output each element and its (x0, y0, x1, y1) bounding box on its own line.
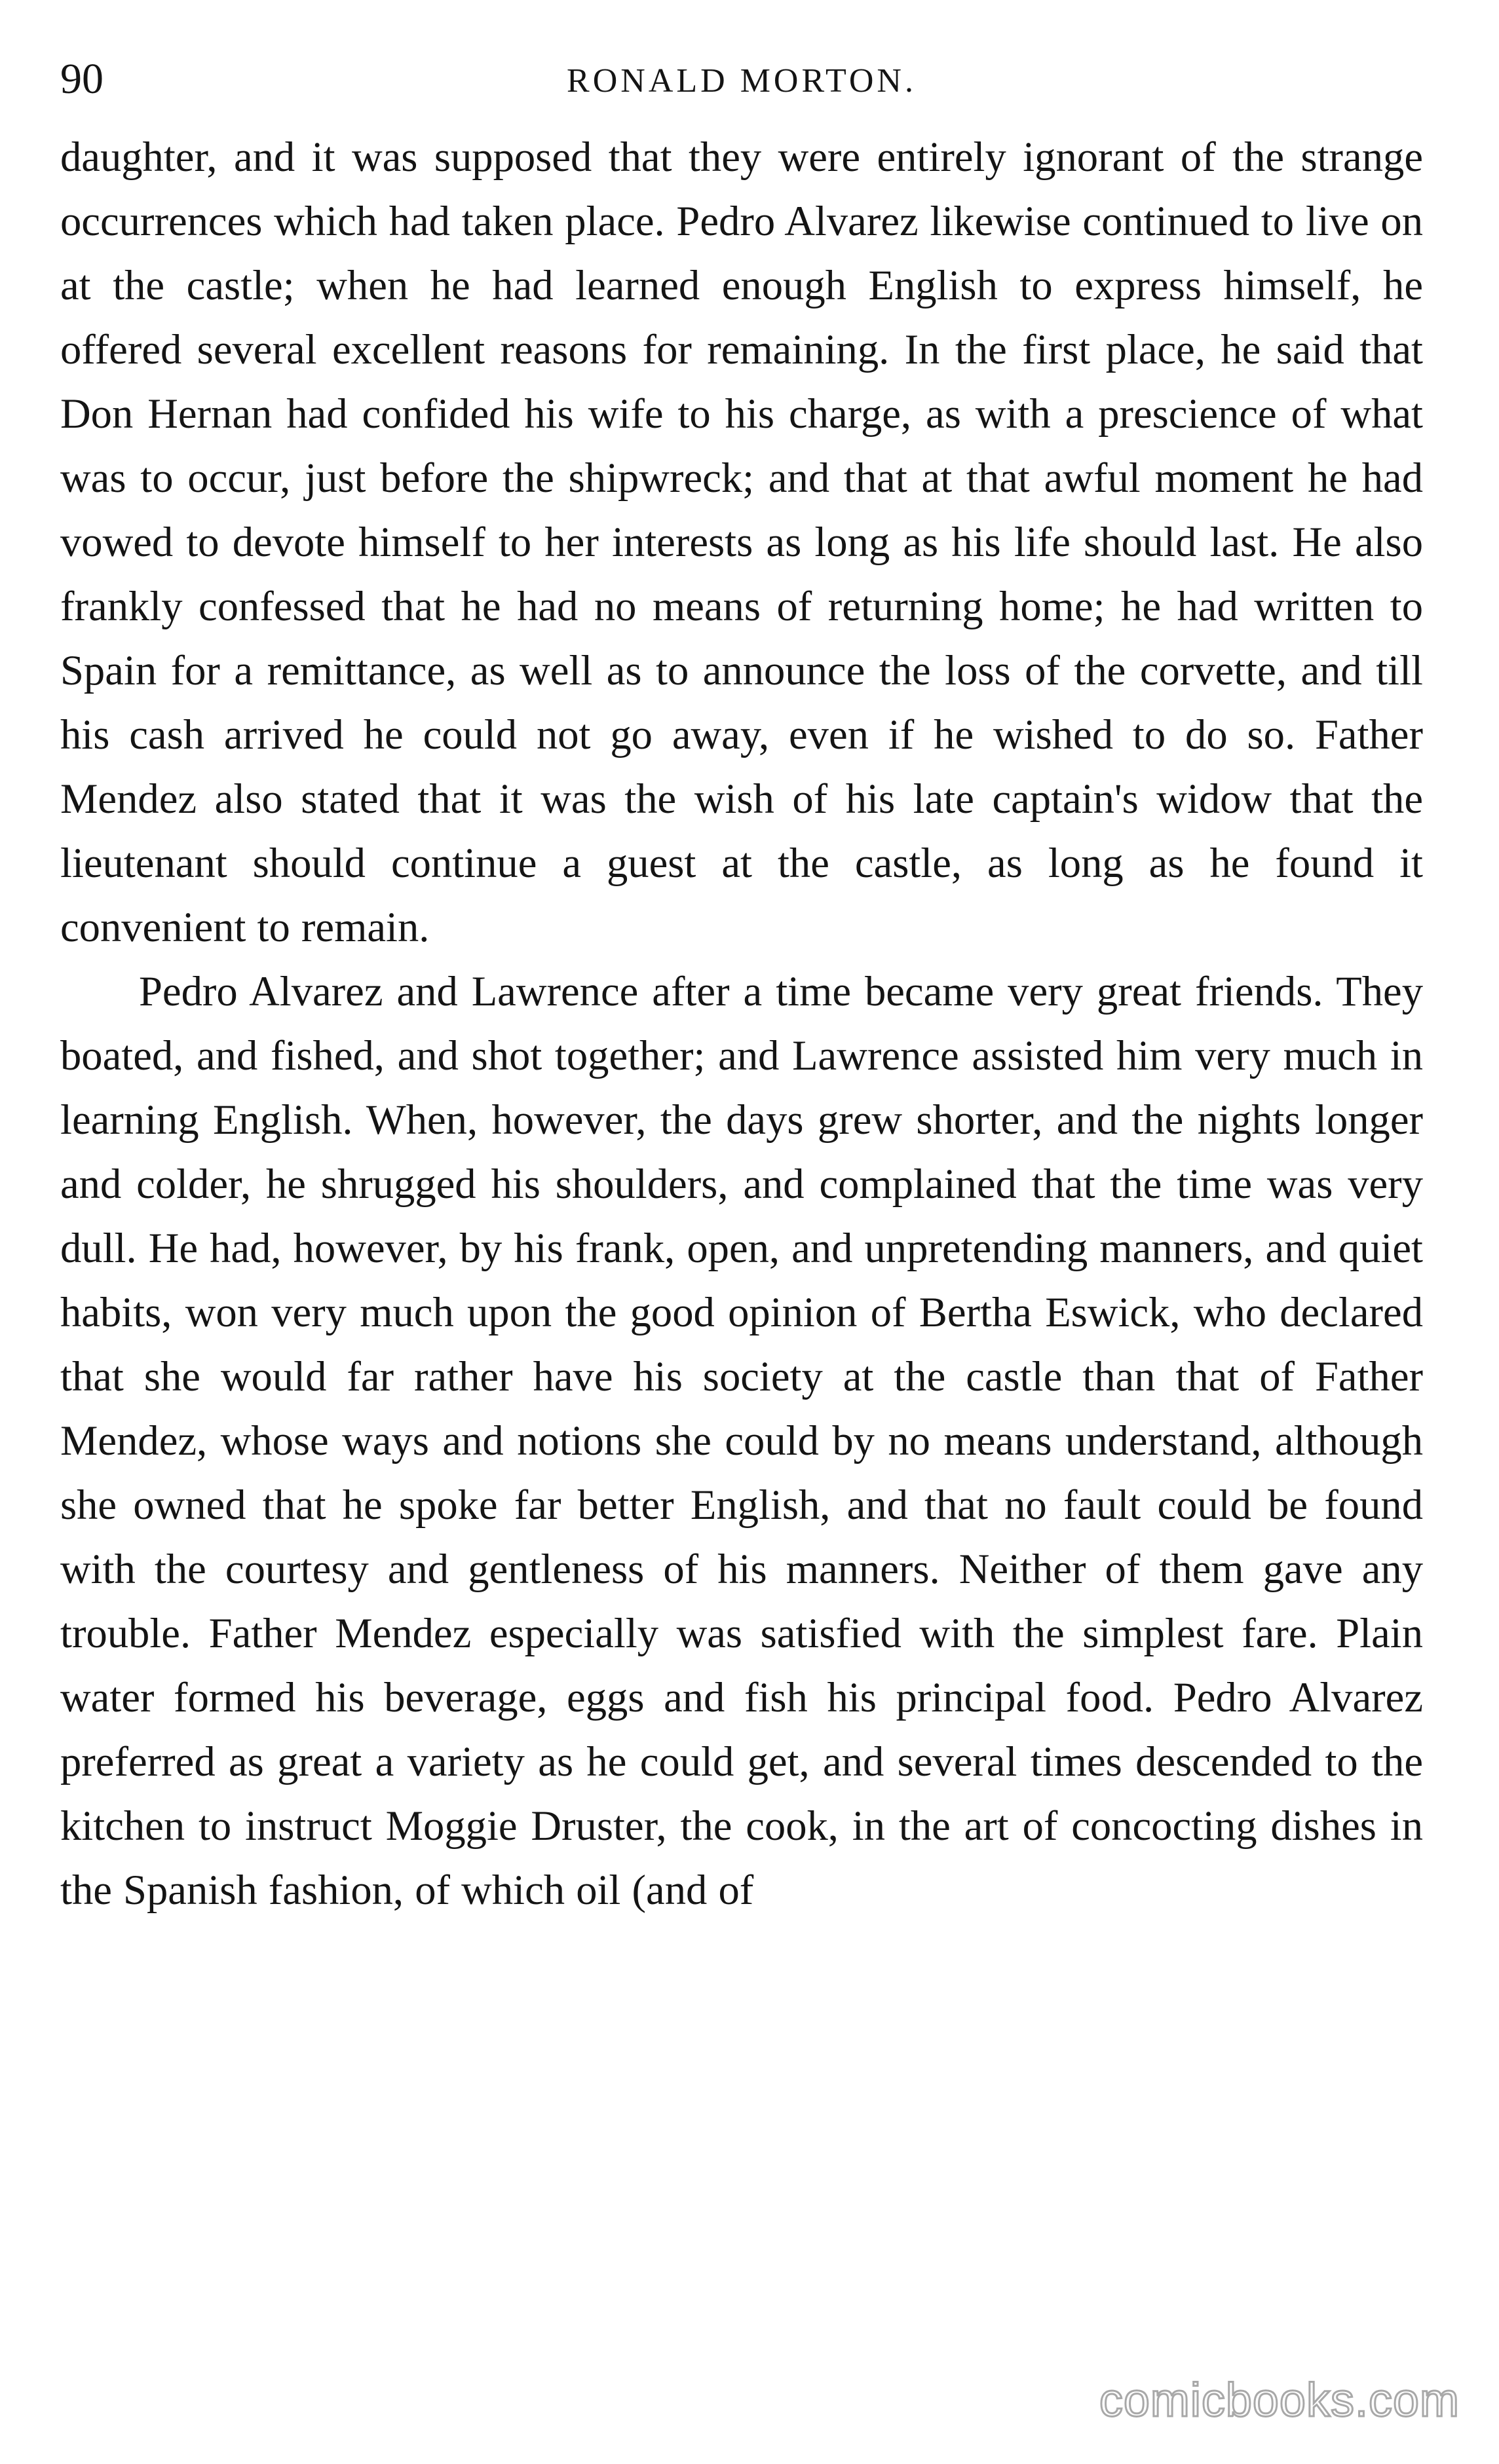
watermark: comicbooks.com (1099, 2374, 1460, 2427)
body-text (60, 124, 1423, 1922)
book-page (60, 46, 1423, 1922)
running-head (60, 46, 1423, 124)
paragraph-continued: daughter, and it was supposed that they were entirely ignorant of the strange occurrences which had taken place. Pedro Alvarez likewise continued to live on at the castle; when he had learned enough English to express himself, he offered several excellent reasons for remaining. In the first place, he said that Don Hernan had confided his wife to his charge, as with a prescience of what was to occur, just before the shipwreck; and that at that awful moment he had vowed to devote himself to her interests as long as his life should last. He also frankly confessed that he had no means of returning home; he had written to Spain for a remittance, as well as to announce the loss of the corvette, and till his cash arrived he could not go away, even if he wished to do so. Father Mendez also stated that it was the wish of his late captain's widow that the lieutenant should continue a guest at the castle, as long as he found it convenient to remain. (60, 133, 1423, 950)
running-title: RONALD MORTON. (567, 62, 917, 100)
paragraph: Pedro Alvarez and Lawrence after a time became very great friends. They boated, and fished, and shot together; and Lawrence assisted him very much in learning English. When, however, the days grew shorter, and the nights longer and colder, he shrugged his shoulders, and complained that the time was very dull. He had, however, by his frank, open, and unpretending manners, and quiet habits, won very much upon the good opinion of Bertha Eswick, who declared that she would far rather have his society at the castle than that of Father Mendez, whose ways and notions she could by no means understand, although she owned that he spoke far better English, and that no fault could be found with the courtesy and gentleness of his manners. Neither of them gave any trouble. Father Mendez especially was satisfied with the simplest fare. Plain water formed his beverage, eggs and fish his principal food. Pedro Alvarez preferred as great a variety as he could get, and several times descended to the kitchen to instruct Moggie Druster, the cook, in the art of concocting dishes in the Spanish fashion, of which oil (and of (60, 967, 1423, 1913)
page-number: 90 (60, 55, 104, 103)
